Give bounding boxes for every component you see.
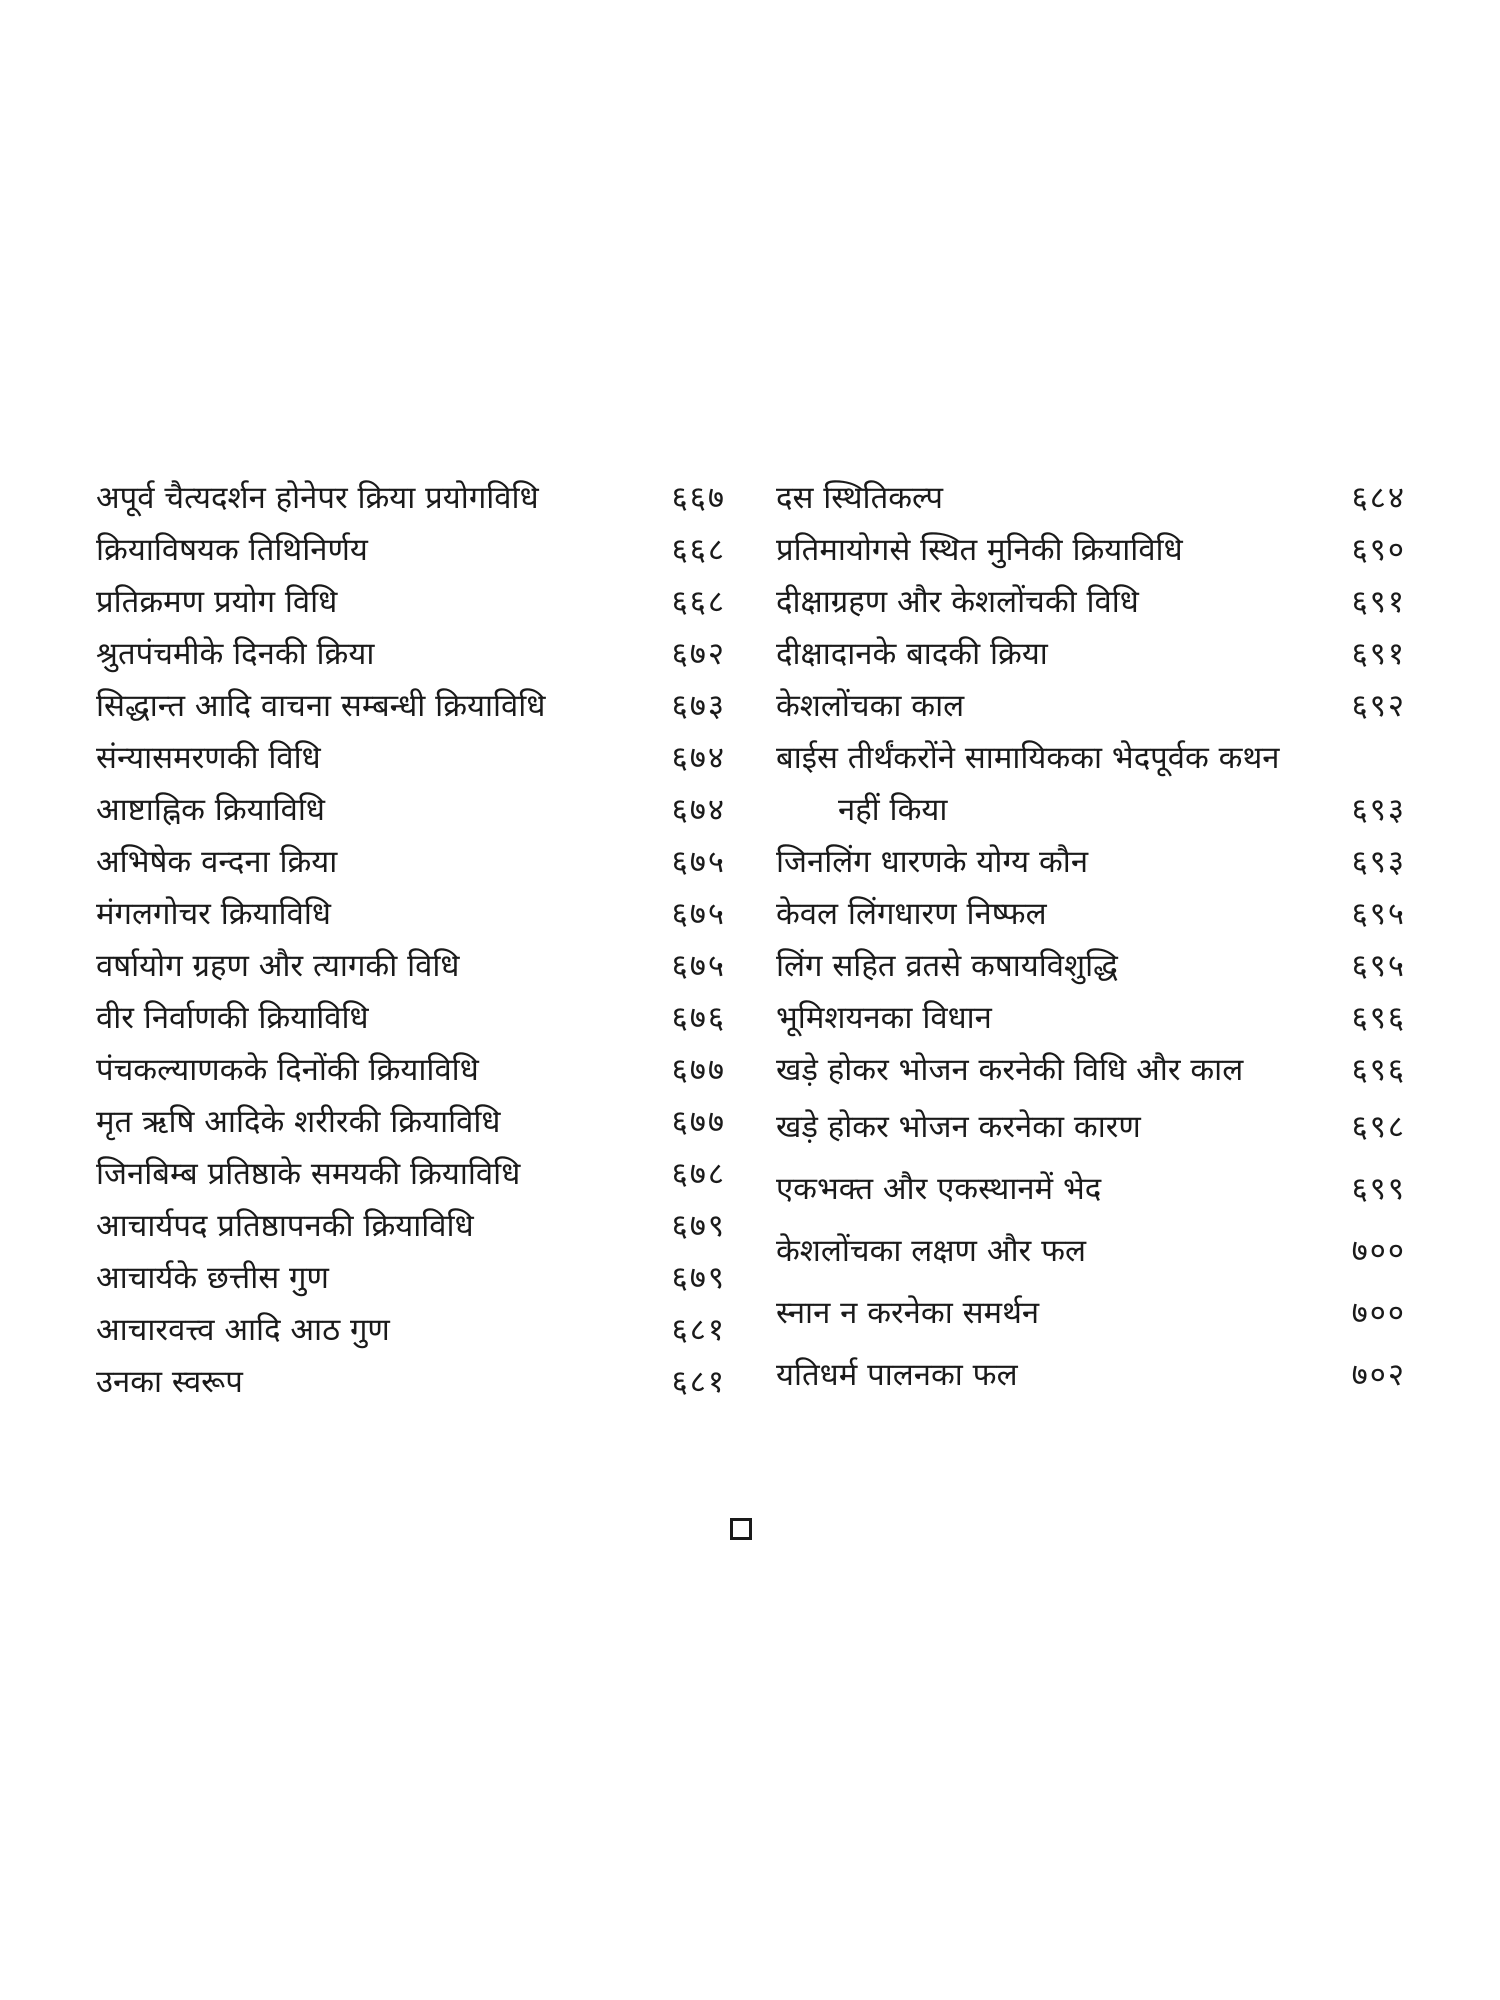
toc-entry-page: ६९२ — [1351, 688, 1406, 724]
toc-entry-page: ६९६ — [1351, 1052, 1406, 1088]
toc-entry — [776, 1158, 1406, 1220]
toc-entry-title: खड़े होकर भोजन करनेकी विधि और काल — [776, 1052, 1244, 1088]
toc-entry — [776, 524, 1406, 576]
toc-entry-title: मंगलगोचर क्रियाविधि — [96, 896, 331, 932]
toc-entry-title: दीक्षादानके बादकी क्रिया — [776, 636, 1048, 672]
toc-entry-title: उनका स्वरूप — [96, 1364, 243, 1400]
toc-entry — [776, 576, 1406, 628]
toc-entry-page: ६७६ — [671, 1000, 726, 1036]
toc-right-column — [776, 472, 1406, 1406]
toc-entry-title: जिनलिंग धारणके योग्य कौन — [776, 844, 1089, 880]
toc-entry — [96, 732, 726, 784]
toc-entry-page: ६७९ — [671, 1208, 726, 1244]
toc-entry-title: आष्टाह्निक क्रियाविधि — [96, 792, 325, 828]
toc-entry-page: ७०० — [1351, 1295, 1406, 1331]
toc-entry-title: बाईस तीर्थंकरोंने सामायिकका भेदपूर्वक कथन — [776, 740, 1280, 776]
toc-entry — [96, 1096, 726, 1148]
toc-entry — [776, 628, 1406, 680]
toc-entry — [96, 940, 726, 992]
toc-entry-title: अभिषेक वन्दना क्रिया — [96, 844, 338, 880]
toc-entry-page: ६६८ — [671, 584, 726, 620]
toc-entry-page: ६९० — [1351, 532, 1406, 568]
toc-entry-page: ६९६ — [1351, 1000, 1406, 1036]
toc-entry — [776, 680, 1406, 732]
toc-entry — [776, 1282, 1406, 1344]
toc-entry — [96, 1252, 726, 1304]
toc-entry-page: ६८१ — [671, 1364, 726, 1400]
toc-entry-page: ६९१ — [1351, 636, 1406, 672]
toc-entry-title: जिनबिम्ब प्रतिष्ठाके समयकी क्रियाविधि — [96, 1156, 521, 1192]
toc-entry — [776, 472, 1406, 524]
toc-entry-title: केवल लिंगधारण निष्फल — [776, 896, 1047, 932]
toc-entry-page: ६७३ — [671, 688, 726, 724]
toc-entry-page: ६७९ — [671, 1260, 726, 1296]
toc-entry-page: ६७५ — [671, 896, 726, 932]
toc-entry — [776, 1096, 1406, 1158]
toc-entry — [776, 1220, 1406, 1282]
toc-entry-title: लिंग सहित व्रतसे कषायविशुद्धि — [776, 948, 1118, 984]
toc-entry-title: अपूर्व चैत्यदर्शन होनेपर क्रिया प्रयोगविधि — [96, 480, 539, 516]
toc-entry — [776, 940, 1406, 992]
toc-entry-title: वीर निर्वाणकी क्रियाविधि — [96, 1000, 369, 1036]
toc-entry-title: दस स्थितिकल्प — [776, 480, 943, 516]
toc-entry — [96, 628, 726, 680]
toc-entry-page: ६९५ — [1351, 896, 1406, 932]
toc-entry — [96, 992, 726, 1044]
toc-entry-page: ६७८ — [671, 1156, 726, 1192]
toc-entry — [96, 1044, 726, 1096]
end-square-mark — [730, 1518, 752, 1540]
toc-entry-title: सिद्धान्त आदि वाचना सम्बन्धी क्रियाविधि — [96, 688, 546, 724]
toc-entry-continuation — [776, 784, 1406, 836]
toc-entry — [96, 1148, 726, 1200]
toc-entry-title: प्रतिमायोगसे स्थित मुनिकी क्रियाविधि — [776, 532, 1183, 568]
toc-entry-title: केशलोंचका काल — [776, 688, 965, 724]
toc-entry-page: ६६८ — [671, 532, 726, 568]
toc-entry-title: पंचकल्याणकके दिनोंकी क्रियाविधि — [96, 1052, 479, 1088]
toc-left-column — [96, 472, 726, 1408]
toc-entry-page: ७०० — [1351, 1233, 1406, 1269]
toc-entry-page: ६९९ — [1351, 1171, 1406, 1207]
toc-entry-page: ६७२ — [671, 636, 726, 672]
toc-entry-page: ७०२ — [1351, 1357, 1406, 1393]
toc-entry — [96, 1200, 726, 1252]
toc-entry-title: दीक्षाग्रहण और केशलोंचकी विधि — [776, 584, 1139, 620]
toc-entry-page: ६६७ — [671, 480, 726, 516]
toc-entry-page: ६७७ — [671, 1052, 726, 1088]
toc-entry-title: आचारवत्त्व आदि आठ गुण — [96, 1312, 390, 1348]
toc-entry — [96, 680, 726, 732]
toc-entry-page: ६९८ — [1351, 1109, 1406, 1145]
toc-entry-page: ६९१ — [1351, 584, 1406, 620]
toc-entry-title: मृत ऋषि आदिके शरीरकी क्रियाविधि — [96, 1104, 501, 1140]
toc-entry-title: खड़े होकर भोजन करनेका कारण — [776, 1109, 1141, 1145]
toc-entry-title: स्नान न करनेका समर्थन — [776, 1295, 1040, 1331]
toc-entry-page: ६९३ — [1351, 844, 1406, 880]
toc-entry — [776, 836, 1406, 888]
toc-entry — [776, 992, 1406, 1044]
toc-entry-title: यतिधर्म पालनका फल — [776, 1357, 1018, 1393]
toc-entry-title: एकभक्त और एकस्थानमें भेद — [776, 1171, 1102, 1207]
toc-entry-page: ६७५ — [671, 844, 726, 880]
toc-entry-title: वर्षायोग ग्रहण और त्यागकी विधि — [96, 948, 460, 984]
toc-entry-page: ६९५ — [1351, 948, 1406, 984]
toc-entry — [776, 1044, 1406, 1096]
toc-entry — [96, 524, 726, 576]
toc-entry — [776, 888, 1406, 940]
toc-entry — [96, 472, 726, 524]
toc-entry-page: ६७५ — [671, 948, 726, 984]
toc-entry-title: श्रुतपंचमीके दिनकी क्रिया — [96, 636, 375, 672]
toc-entry-page: ६९३ — [1351, 792, 1406, 828]
toc-entry-title: क्रियाविषयक तिथिनिर्णय — [96, 532, 368, 568]
toc-entry — [96, 1304, 726, 1356]
toc-entry — [96, 836, 726, 888]
toc-entry-page: ६८४ — [1351, 480, 1406, 516]
toc-entry-title: आचार्यपद प्रतिष्ठापनकी क्रियाविधि — [96, 1208, 474, 1244]
toc-entry-title: नहीं किया — [838, 792, 948, 828]
toc-entry-title: भूमिशयनका विधान — [776, 1000, 992, 1036]
toc-entry-title: आचार्यके छत्तीस गुण — [96, 1260, 329, 1296]
toc-entry — [776, 1344, 1406, 1406]
toc-entry-page: ६७४ — [671, 792, 726, 828]
toc-entry-page: ६७७ — [671, 1104, 726, 1140]
toc-entry-page: ६८१ — [671, 1312, 726, 1348]
toc-entry-title: केशलोंचका लक्षण और फल — [776, 1233, 1086, 1269]
toc-entry — [96, 784, 726, 836]
toc-entry-title: प्रतिक्रमण प्रयोग विधि — [96, 584, 338, 620]
toc-entry-page: ६७४ — [671, 740, 726, 776]
toc-entry — [96, 888, 726, 940]
toc-entry — [96, 576, 726, 628]
toc-entry-title: संन्यासमरणकी विधि — [96, 740, 321, 776]
toc-entry — [96, 1356, 726, 1408]
toc-entry — [776, 732, 1406, 784]
